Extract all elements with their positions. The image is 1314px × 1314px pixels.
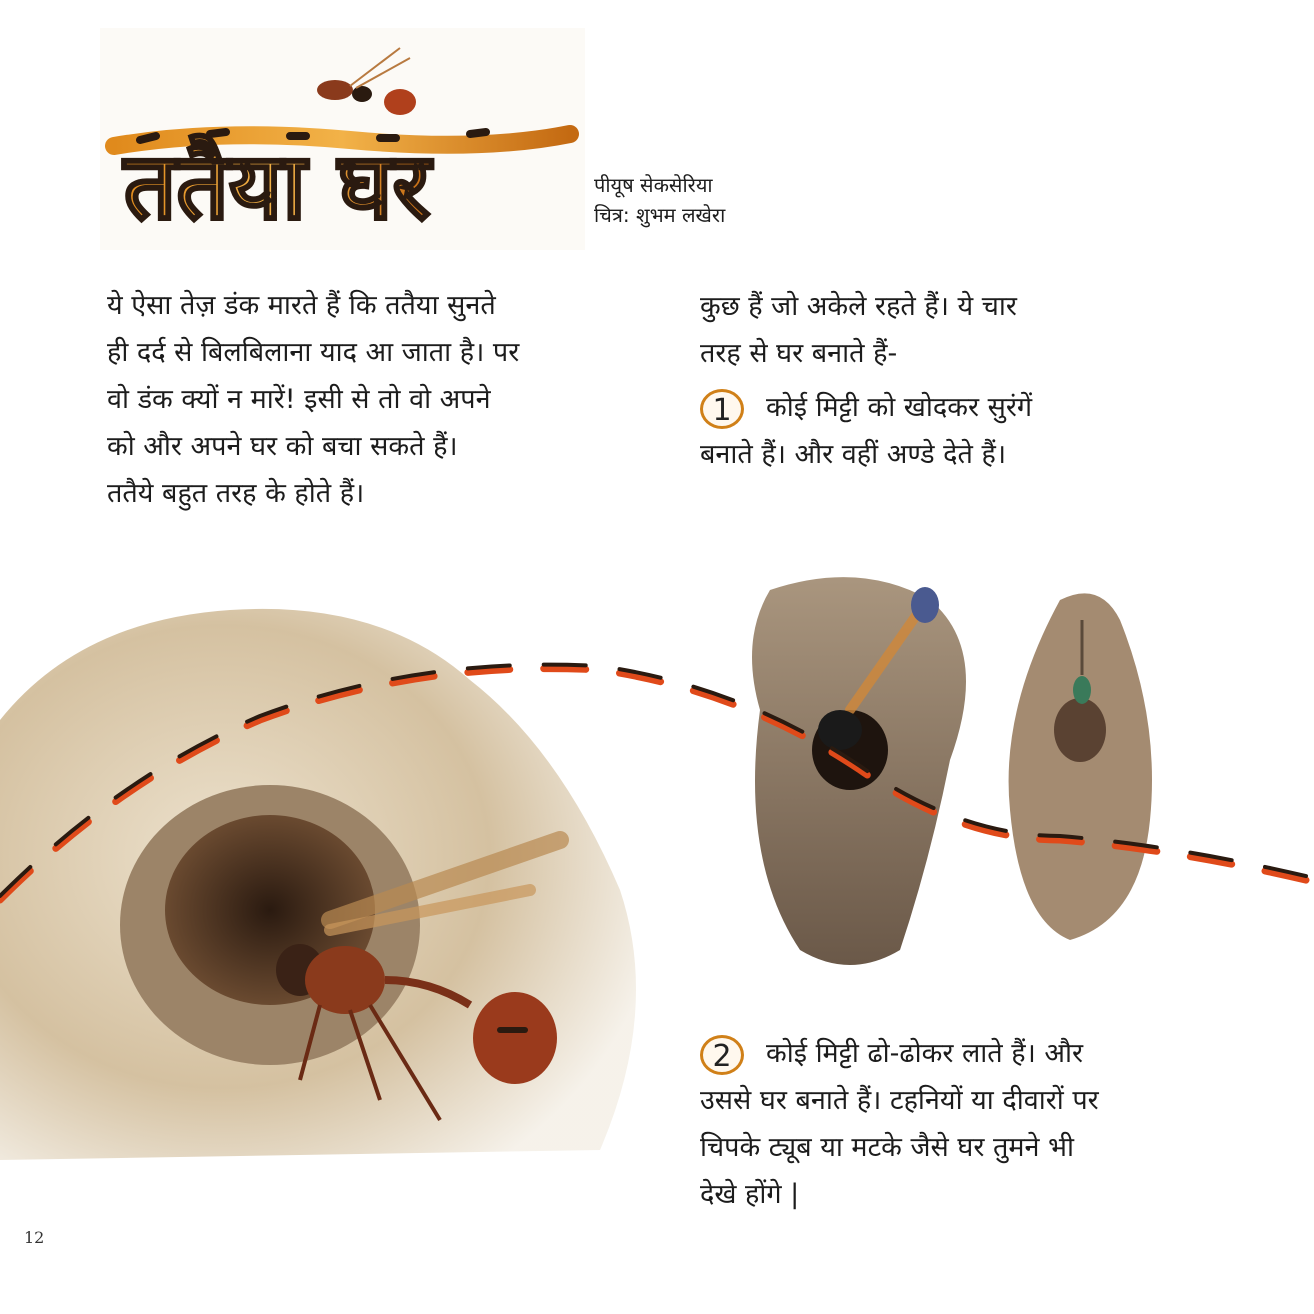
text-line: ये ऐसा तेज़ डंक मारते हैं कि ततैया सुनते [107,290,496,321]
title-wasp-icon [317,48,416,115]
author-name: पीयूष सेकसेरिया [594,173,713,197]
title-illustration [100,28,585,250]
type-item-2 [700,1030,1099,1218]
page-number: 12 [24,1228,45,1247]
number-badge: 2 [700,1035,744,1075]
text-line: ही दर्द से बिलबिलाना याद आ जाता है। पर [107,337,520,368]
text-line: को और अपने घर को बचा सकते हैं। [107,431,458,462]
intro-paragraph [107,282,519,517]
title-artwork [100,28,585,250]
illustration-canvas [0,560,1314,1180]
number-badge: 1 [700,389,744,429]
types-intro [700,283,1017,377]
illustrator-credit: चित्र: शुभम लखेरा [594,203,726,227]
text-line: उससे घर बनाते हैं। टहनियों या दीवारों पर [700,1085,1099,1116]
text-line: तरह से घर बनाते हैं- [700,338,898,369]
text-line: चिपके ट्यूब या मटके जैसे घर तुमने भी [700,1132,1075,1163]
type-item-1 [700,384,1032,478]
text-line: कोई मिट्टी ढो-ढोकर लाते हैं। और [766,1038,1084,1069]
text-line: ततैये बहुत तरह के होते हैं। [107,478,365,509]
byline [594,170,725,230]
text-line: देखे होंगे | [700,1179,800,1210]
wasp-nest-illustration [0,560,1314,1180]
text-line: कुछ हैं जो अकेले रहते हैं। ये चार [700,291,1017,322]
text-line: बनाते हैं। और वहीं अण्डे देते हैं। [700,439,1007,470]
text-line: वो डंक क्यों न मारें! इसी से तो वो अपने [107,384,491,415]
text-line: कोई मिट्टी को खोदकर सुरंगें [766,392,1033,423]
title-text: ततैया घर [124,133,431,240]
pot-nest [1009,593,1152,940]
